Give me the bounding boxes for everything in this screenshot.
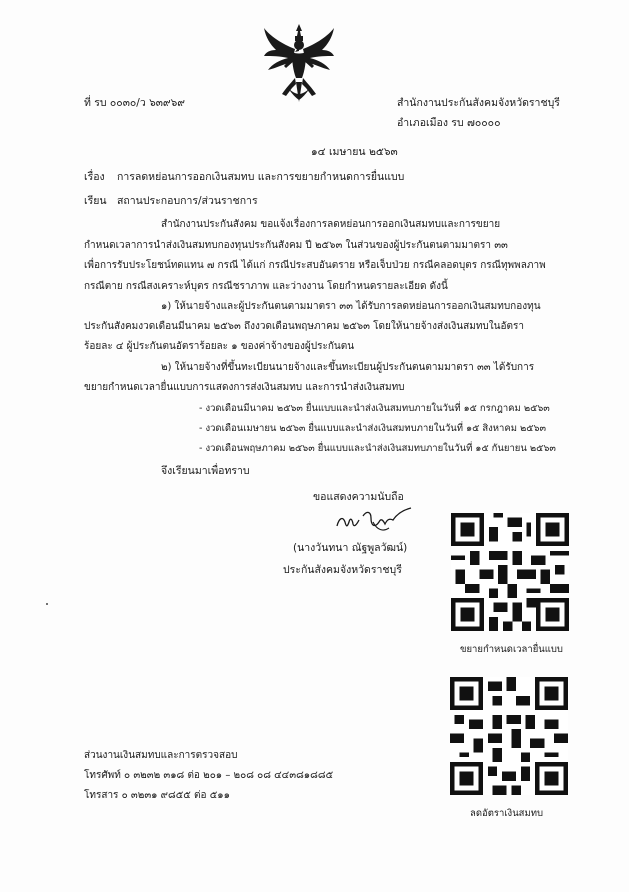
contact-phone: โทรศัพท์ ๐ ๓๒๓๒ ๓๑๘ ต่อ ๒๐๑ – ๒๐๘ ๐๘ ๔๔๓๘๑๘๘๕ — [84, 770, 334, 781]
body-line: ขยายกำหนดเวลายื่นแบบการแสดงการส่งเงินสมทบ และการนำส่งเงินสมทบ — [84, 382, 405, 393]
qr-caption: ลดอัตราเงินสมทบ — [470, 808, 544, 819]
organization-name: สำนักงานประกันสังคมจังหวัดราชบุรี — [397, 97, 560, 109]
body-line: กำหนดเวลาการนำส่งเงินสมทบกองทุนประกันสังคม ปี ๒๕๖๓ ในส่วนของผู้ประกันตนตามมาตรา ๓๓ — [84, 240, 508, 251]
garuda-emblem-icon — [262, 22, 336, 104]
schedule-item: - งวดเดือนมีนาคม ๒๕๖๓ ยื่นแบบและนำส่งเงินสมทบภายในวันที่ ๑๕ กรกฎาคม ๒๕๖๓ — [199, 403, 550, 414]
schedule-item: - งวดเดือนเมษายน ๒๕๖๓ ยื่นแบบและนำส่งเงินสมทบภายในวันที่ ๑๕ สิงหาคม ๒๕๖๓ — [199, 423, 546, 434]
salutation-text: สถานประกอบการ/ส่วนราชการ — [117, 195, 258, 207]
reference-number: ที่ รบ ๐๐๓๐/ว ๖๓๙๖๙ — [84, 97, 185, 109]
closing-line: จึงเรียนมาเพื่อทราบ — [161, 465, 250, 477]
body-line: สำนักงานประกันสังคม ขอแจ้งเรื่องการลดหย่อนการออกเงินสมทบและการขยาย — [161, 219, 501, 230]
paper-speck — [46, 603, 48, 605]
organization-address: อำเภอเมือง รบ ๗๐๐๐๐ — [397, 117, 501, 129]
subject-label: เรื่อง — [84, 171, 105, 183]
body-line: ประกันสังคมงวดเดือนมีนาคม ๒๕๖๓ ถึงงวดเดือนพฤษภาคม ๒๕๖๓ โดยให้นายจ้างส่งเงินสมทบในอัตรา — [84, 321, 524, 332]
subject-text: การลดหย่อนการออกเงินสมทบ และการขยายกำหนดการยื่นแบบ — [117, 171, 405, 183]
body-line: เพื่อการรับประโยชน์ทดแทน ๗ กรณี ได้แก่ กรณีประสบอันตราย หรือเจ็บป่วย กรณีคลอดบุตร กรณีทุพพลภาพ — [84, 260, 546, 271]
body-line: ๒) ให้นายจ้างที่ขึ้นทะเบียนนายจ้างและขึ้นทะเบียนผู้ประกันตนตามมาตรา ๓๓ ได้รับการ — [161, 362, 535, 373]
qr-caption: ขยายกำหนดเวลายื่นแบบ — [460, 644, 563, 655]
schedule-item: - งวดเดือนพฤษภาคม ๒๕๖๓ ยื่นแบบและนำส่งเงินสมทบภายในวันที่ ๑๕ กันยายน ๒๕๖๓ — [199, 443, 556, 454]
body-line: ร้อยละ ๔ ผู้ประกันตนอัตราร้อยละ ๑ ของค่าจ้างของผู้ประกันตน — [84, 341, 355, 352]
signature-icon — [333, 504, 415, 536]
signer-title: ประกันสังคมจังหวัดราชบุรี — [283, 564, 402, 576]
qr-code-icon[interactable] — [451, 513, 569, 631]
qr-code-icon[interactable] — [450, 677, 568, 795]
regards-line: ขอแสดงความนับถือ — [313, 491, 404, 503]
letter-date: ๑๔ เมษายน ๒๕๖๓ — [311, 146, 398, 158]
signer-name: (นางวันทนา ณัฐพูลวัฒน์) — [293, 542, 408, 554]
body-line: กรณีตาย กรณีสงเคราะห์บุตร กรณีชราภาพ และว่างงาน โดยกำหนดรายละเอียด ดังนี้ — [84, 281, 448, 292]
contact-fax: โทรสาร ๐ ๓๒๓๑ ๙๘๕๕ ต่อ ๕๑๑ — [84, 790, 230, 801]
salutation-label: เรียน — [84, 195, 107, 207]
body-line: ๑) ให้นายจ้างและผู้ประกันตนตามมาตรา ๓๓ ได้รับการลดหย่อนการออกเงินสมทบกองทุน — [161, 301, 541, 312]
contact-department: ส่วนงานเงินสมทบและการตรวจสอบ — [84, 750, 238, 761]
